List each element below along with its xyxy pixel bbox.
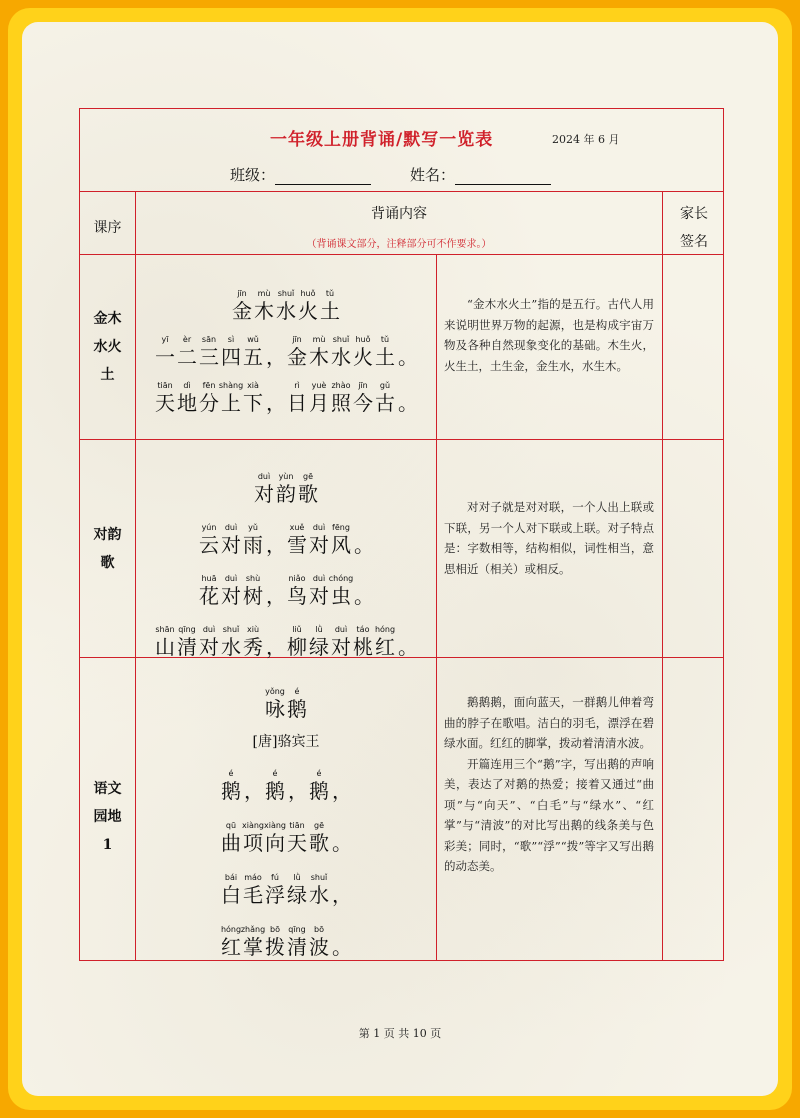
lesson-line: 土	[100, 367, 115, 383]
lesson-line: 语文	[93, 781, 122, 797]
hanzi: 土	[375, 345, 395, 369]
hanzi-with-pinyin	[242, 624, 264, 659]
punctuation	[330, 820, 352, 855]
hanzi: 虫	[331, 584, 351, 608]
hanzi-with-pinyin	[253, 471, 275, 506]
punctuation	[264, 380, 286, 415]
pinyin: lǜ	[293, 873, 301, 882]
hanzi: 水	[221, 635, 241, 659]
punctuation-mark: ，	[332, 883, 352, 907]
pinyin: duì	[224, 574, 238, 583]
hanzi-with-pinyin	[286, 924, 308, 959]
hanzi-with-pinyin	[352, 334, 374, 369]
punctuation	[330, 924, 352, 959]
pinyin: yùn	[278, 472, 294, 481]
hanzi-with-pinyin	[264, 686, 286, 721]
poem	[136, 464, 436, 659]
hanzi: 毛	[243, 883, 263, 907]
pinyin: xiàng	[264, 821, 287, 830]
punctuation-mark: 。	[398, 345, 418, 369]
pinyin: xiàng	[242, 821, 265, 830]
hanzi-with-pinyin	[198, 380, 220, 415]
pinyin: gē	[303, 472, 313, 481]
hanzi-with-pinyin	[220, 924, 242, 959]
punctuation-mark: 。	[354, 584, 374, 608]
hanzi: 二	[177, 345, 197, 369]
pinyin: máo	[244, 873, 262, 882]
parent-sign-header-1: 家长	[680, 206, 708, 222]
punctuation-mark: 。	[332, 831, 352, 855]
hanzi-with-pinyin	[242, 380, 264, 415]
lesson-line: 金木	[93, 311, 122, 327]
pinyin: duì	[202, 625, 216, 634]
hanzi-with-pinyin	[176, 380, 198, 415]
divider	[436, 254, 437, 961]
poem-line	[136, 281, 436, 323]
hanzi: 分	[199, 391, 219, 415]
pinyin: sì	[227, 335, 235, 344]
hanzi: 三	[199, 345, 219, 369]
poem-line	[136, 327, 436, 369]
explanation-paragraph: 对对子就是对对联，一个人出上联或下联，另一个人对下联或上联。对子特点是：字数相等，结构相似，词性相当，意思相近（相关）或相反。	[444, 500, 654, 576]
hanzi: 波	[309, 935, 329, 959]
hanzi-with-pinyin	[220, 872, 242, 907]
hanzi-with-pinyin	[154, 624, 176, 659]
explanation-paragraph: 开篇连用三个“鹅”字，写出鹅的声响美，表达了对鹅的热爱；接着又通过“曲项”与“向天”、“白毛”与“绿水”、“红掌”与“清波”的对比写出鹅的线条美与色彩美；同时，“歌”“浮”“拨”等字又写出鹅的动态美。	[444, 756, 654, 873]
hanzi: 火	[353, 345, 373, 369]
hanzi-with-pinyin	[264, 768, 286, 803]
hanzi-with-pinyin	[220, 380, 242, 415]
hanzi: 鹅	[221, 779, 241, 803]
hanzi: 照	[331, 391, 351, 415]
hanzi-with-pinyin	[264, 924, 286, 959]
hanzi: 天	[287, 831, 307, 855]
hanzi: 绿	[309, 635, 329, 659]
divider	[80, 254, 723, 255]
hanzi-with-pinyin	[286, 872, 308, 907]
punctuation-mark: 。	[354, 533, 374, 557]
hanzi: 树	[243, 584, 263, 608]
hanzi-with-pinyin	[297, 471, 319, 506]
hanzi-with-pinyin	[253, 288, 275, 323]
hanzi: 曲	[221, 831, 241, 855]
hanzi: 木	[309, 345, 329, 369]
pinyin: bái	[224, 873, 238, 882]
pinyin: gǔ	[379, 381, 391, 390]
punctuation	[352, 573, 374, 608]
hanzi: 地	[177, 391, 197, 415]
hanzi: 鸟	[287, 584, 307, 608]
punctuation	[330, 768, 352, 803]
pinyin: fēng	[332, 523, 350, 532]
hanzi-with-pinyin	[220, 334, 242, 369]
punctuation	[242, 768, 264, 803]
hanzi: 水	[331, 345, 351, 369]
date-label: 2024 年 6 月	[552, 133, 620, 146]
hanzi-with-pinyin	[330, 334, 352, 369]
hanzi-with-pinyin	[308, 380, 330, 415]
hanzi: 风	[331, 533, 351, 557]
punctuation-mark: ，	[244, 779, 264, 803]
lesson-header: 课序	[93, 220, 122, 236]
poem	[136, 281, 436, 415]
content-header: 背诵内容	[371, 206, 427, 222]
pinyin: tiān	[157, 381, 173, 390]
punctuation	[396, 334, 418, 369]
lesson-line: 园地	[93, 809, 122, 825]
pinyin: shù	[245, 574, 261, 583]
hanzi-with-pinyin	[275, 288, 297, 323]
pinyin: xuě	[289, 523, 305, 532]
hanzi-with-pinyin	[286, 573, 308, 608]
hanzi-with-pinyin	[220, 768, 242, 803]
name-label: 姓名：	[410, 166, 456, 184]
pinyin: tǔ	[325, 289, 335, 298]
hanzi-with-pinyin	[176, 334, 198, 369]
pinyin: duì	[257, 472, 271, 481]
pinyin: jīn	[292, 335, 302, 344]
explanation-paragraph: 鹅鹅鹅，面向蓝天，一群鹅儿伸着弯曲的脖子在歌唱。洁白的羽毛，漂浮在碧绿水面。红红的脚掌，拨动着清清水波。	[444, 695, 654, 750]
hanzi: 柳	[287, 635, 307, 659]
hanzi: 浮	[265, 883, 285, 907]
pinyin: tǔ	[380, 335, 390, 344]
hanzi-with-pinyin	[374, 334, 396, 369]
pinyin: bō	[270, 925, 280, 934]
page-footer: 第 1 页 共 10 页	[358, 1027, 442, 1040]
pinyin: qīng	[288, 925, 306, 934]
pinyin: dì	[183, 381, 191, 390]
hanzi: 掌	[243, 935, 263, 959]
hanzi-with-pinyin	[176, 624, 198, 659]
pinyin: huǒ	[300, 289, 316, 298]
hanzi-with-pinyin	[352, 380, 374, 415]
hanzi: 土	[320, 299, 340, 323]
class-field	[230, 164, 371, 185]
pinyin: liǔ	[292, 625, 302, 634]
recitation-table	[79, 108, 724, 961]
pinyin: hóng	[220, 925, 242, 934]
poem-line	[136, 761, 436, 803]
punctuation-mark: ，	[266, 533, 286, 557]
hanzi: 对	[221, 533, 241, 557]
hanzi: 项	[243, 831, 263, 855]
pinyin: é	[316, 769, 322, 778]
lesson-name	[80, 305, 135, 389]
hanzi: 水	[309, 883, 329, 907]
pinyin: shuǐ	[222, 625, 240, 634]
hanzi-with-pinyin	[308, 522, 330, 557]
poem-line	[136, 679, 436, 721]
pinyin: táo	[356, 625, 370, 634]
punctuation-mark: 。	[332, 935, 352, 959]
hanzi: 雪	[287, 533, 307, 557]
hanzi-with-pinyin	[330, 624, 352, 659]
hanzi-with-pinyin	[308, 820, 330, 855]
hanzi: 清	[287, 935, 307, 959]
hanzi: 五	[243, 345, 263, 369]
hanzi: 拨	[265, 935, 285, 959]
hanzi-with-pinyin	[286, 686, 308, 721]
pinyin: bō	[314, 925, 324, 934]
hanzi-with-pinyin	[374, 380, 396, 415]
hanzi-with-pinyin	[242, 924, 264, 959]
pinyin: wǔ	[247, 335, 259, 344]
pinyin: jīn	[358, 381, 368, 390]
hanzi-with-pinyin	[242, 573, 264, 608]
hanzi: 秀	[243, 635, 263, 659]
pinyin: shuǐ	[310, 873, 328, 882]
pinyin: mù	[312, 335, 326, 344]
punctuation-mark: ，	[266, 584, 286, 608]
hanzi: 对	[199, 635, 219, 659]
hanzi-with-pinyin	[231, 288, 253, 323]
pinyin: shān	[155, 625, 175, 634]
pinyin: duì	[312, 523, 326, 532]
pinyin: zhǎng	[240, 925, 266, 934]
hanzi: 鹅	[287, 697, 307, 721]
hanzi: 白	[221, 883, 241, 907]
poem-line	[136, 617, 436, 659]
hanzi: 雨	[243, 533, 263, 557]
hanzi-with-pinyin	[198, 624, 220, 659]
poem-line	[136, 373, 436, 415]
hanzi-with-pinyin	[154, 380, 176, 415]
hanzi: 对	[309, 584, 329, 608]
hanzi-with-pinyin	[275, 471, 297, 506]
explanation	[444, 692, 654, 877]
pinyin: hóng	[374, 625, 396, 634]
pinyin: huā	[201, 574, 217, 583]
hanzi: 鹅	[309, 779, 329, 803]
lesson-line: 歌	[100, 555, 115, 571]
hanzi-with-pinyin	[308, 624, 330, 659]
punctuation	[396, 624, 418, 659]
hanzi-with-pinyin	[220, 820, 242, 855]
pinyin: yī	[161, 335, 169, 344]
punctuation	[264, 573, 286, 608]
hanzi: 韵	[276, 482, 296, 506]
hanzi: 花	[199, 584, 219, 608]
punctuation-mark: ，	[288, 779, 308, 803]
pinyin: jīn	[237, 289, 247, 298]
pinyin: é	[294, 687, 300, 696]
pinyin: niǎo	[288, 574, 306, 583]
hanzi-with-pinyin	[220, 624, 242, 659]
pinyin: tiān	[289, 821, 305, 830]
lesson-line: 水火	[93, 339, 122, 355]
hanzi: 对	[221, 584, 241, 608]
hanzi: 歌	[309, 831, 329, 855]
pinyin: chóng	[328, 574, 354, 583]
hanzi-with-pinyin	[286, 820, 308, 855]
hanzi: 古	[375, 391, 395, 415]
lesson-line: 对韵	[93, 527, 122, 543]
hanzi-with-pinyin	[242, 522, 264, 557]
hanzi-with-pinyin	[308, 768, 330, 803]
pinyin: mù	[257, 289, 271, 298]
poem-line	[136, 865, 436, 907]
pinyin: shuǐ	[277, 289, 295, 298]
hanzi: 向	[265, 831, 285, 855]
name-blank	[455, 170, 551, 185]
hanzi-with-pinyin	[330, 380, 352, 415]
pinyin: sān	[201, 335, 217, 344]
hanzi: 木	[254, 299, 274, 323]
hanzi-with-pinyin	[264, 872, 286, 907]
hanzi: 水	[276, 299, 296, 323]
pinyin: duì	[334, 625, 348, 634]
page-title: 一年级上册背诵/默写一览表	[270, 130, 494, 150]
hanzi-with-pinyin	[198, 334, 220, 369]
poem	[136, 679, 436, 959]
name-field	[410, 164, 551, 185]
hanzi: 歌	[298, 482, 318, 506]
hanzi-with-pinyin	[264, 820, 286, 855]
hanzi-with-pinyin	[308, 334, 330, 369]
hanzi: 月	[309, 391, 329, 415]
hanzi-with-pinyin	[352, 624, 374, 659]
explanation	[444, 497, 654, 579]
hanzi: 桃	[353, 635, 373, 659]
lesson-name	[80, 521, 135, 577]
hanzi: 对	[331, 635, 351, 659]
hanzi: 鹅	[265, 779, 285, 803]
hanzi-with-pinyin	[198, 573, 220, 608]
poem-line	[136, 917, 436, 959]
hanzi-with-pinyin	[242, 820, 264, 855]
pinyin: yǔ	[248, 523, 258, 532]
hanzi-with-pinyin	[286, 334, 308, 369]
punctuation-mark: ，	[266, 391, 286, 415]
pinyin: zhào	[331, 381, 351, 390]
hanzi-with-pinyin	[308, 573, 330, 608]
hanzi: 火	[298, 299, 318, 323]
pinyin: shuǐ	[332, 335, 350, 344]
pinyin: yuè	[311, 381, 327, 390]
poem-author: [唐]骆宾王	[252, 734, 320, 750]
explanation-paragraph: “金木水火土”指的是五行。古代人用来说明世界万物的起源，也是构成宇宙万物及各种自然现象变化的基础。木生火，火生土，土生金，金生水，水生木。	[444, 297, 654, 373]
pinyin: duì	[224, 523, 238, 532]
pinyin: èr	[182, 335, 192, 344]
punctuation	[396, 380, 418, 415]
class-blank	[275, 170, 371, 185]
parent-sign-header-2: 签名	[680, 234, 708, 250]
pinyin: shàng	[218, 381, 244, 390]
pinyin: qīng	[178, 625, 196, 634]
lesson-name	[80, 775, 135, 859]
divider	[80, 191, 723, 192]
hanzi-with-pinyin	[297, 288, 319, 323]
punctuation	[330, 872, 352, 907]
poem-line	[136, 813, 436, 855]
hanzi-with-pinyin	[308, 872, 330, 907]
punctuation-mark: ，	[266, 345, 286, 369]
hanzi: 日	[287, 391, 307, 415]
punctuation-mark: ，	[332, 779, 352, 803]
pinyin: fú	[271, 873, 279, 882]
hanzi: 对	[309, 533, 329, 557]
punctuation	[286, 768, 308, 803]
hanzi-with-pinyin	[308, 924, 330, 959]
pinyin: é	[272, 769, 278, 778]
hanzi-with-pinyin	[286, 522, 308, 557]
hanzi-with-pinyin	[220, 573, 242, 608]
hanzi-with-pinyin	[330, 573, 352, 608]
hanzi: 下	[243, 391, 263, 415]
hanzi-with-pinyin	[154, 334, 176, 369]
hanzi-with-pinyin	[319, 288, 341, 323]
poem-line	[136, 464, 436, 506]
hanzi-with-pinyin	[286, 624, 308, 659]
pinyin: huǒ	[355, 335, 371, 344]
hanzi: 一	[155, 345, 175, 369]
hanzi: 红	[221, 935, 241, 959]
hanzi: 红	[375, 635, 395, 659]
hanzi: 对	[254, 482, 274, 506]
punctuation	[264, 334, 286, 369]
pinyin: é	[228, 769, 234, 778]
punctuation-mark: ，	[266, 635, 286, 659]
pinyin: fēn	[202, 381, 216, 390]
pinyin: rì	[294, 381, 300, 390]
hanzi: 金	[287, 345, 307, 369]
divider	[662, 191, 663, 961]
hanzi: 山	[155, 635, 175, 659]
hanzi-with-pinyin	[198, 522, 220, 557]
hanzi-with-pinyin	[242, 334, 264, 369]
hanzi: 清	[177, 635, 197, 659]
pinyin: duì	[312, 574, 326, 583]
punctuation	[264, 624, 286, 659]
hanzi: 今	[353, 391, 373, 415]
punctuation-mark: 。	[398, 635, 418, 659]
divider	[80, 439, 723, 440]
hanzi-with-pinyin	[286, 380, 308, 415]
hanzi: 金	[232, 299, 252, 323]
lesson-line: 1	[102, 837, 113, 853]
punctuation	[264, 522, 286, 557]
poem-line	[136, 566, 436, 608]
punctuation	[352, 522, 374, 557]
punctuation-mark: 。	[398, 391, 418, 415]
hanzi-with-pinyin	[374, 624, 396, 659]
hanzi: 咏	[265, 697, 285, 721]
hanzi-with-pinyin	[220, 522, 242, 557]
pinyin: lǜ	[315, 625, 323, 634]
pinyin: gē	[314, 821, 324, 830]
pinyin: yǒng	[265, 687, 285, 696]
hanzi: 上	[221, 391, 241, 415]
pinyin: xià	[247, 381, 259, 390]
hanzi: 天	[155, 391, 175, 415]
hanzi: 云	[199, 533, 219, 557]
pinyin: xiù	[246, 625, 260, 634]
hanzi-with-pinyin	[330, 522, 352, 557]
content-note: （背诵课文部分，注释部分可不作要求。）	[306, 239, 492, 250]
pinyin: yún	[201, 523, 217, 532]
poem-line	[136, 515, 436, 557]
pinyin: qū	[225, 821, 237, 830]
explanation	[444, 294, 654, 376]
hanzi-with-pinyin	[242, 872, 264, 907]
class-label: 班级：	[230, 166, 276, 184]
hanzi: 绿	[287, 883, 307, 907]
hanzi: 四	[221, 345, 241, 369]
